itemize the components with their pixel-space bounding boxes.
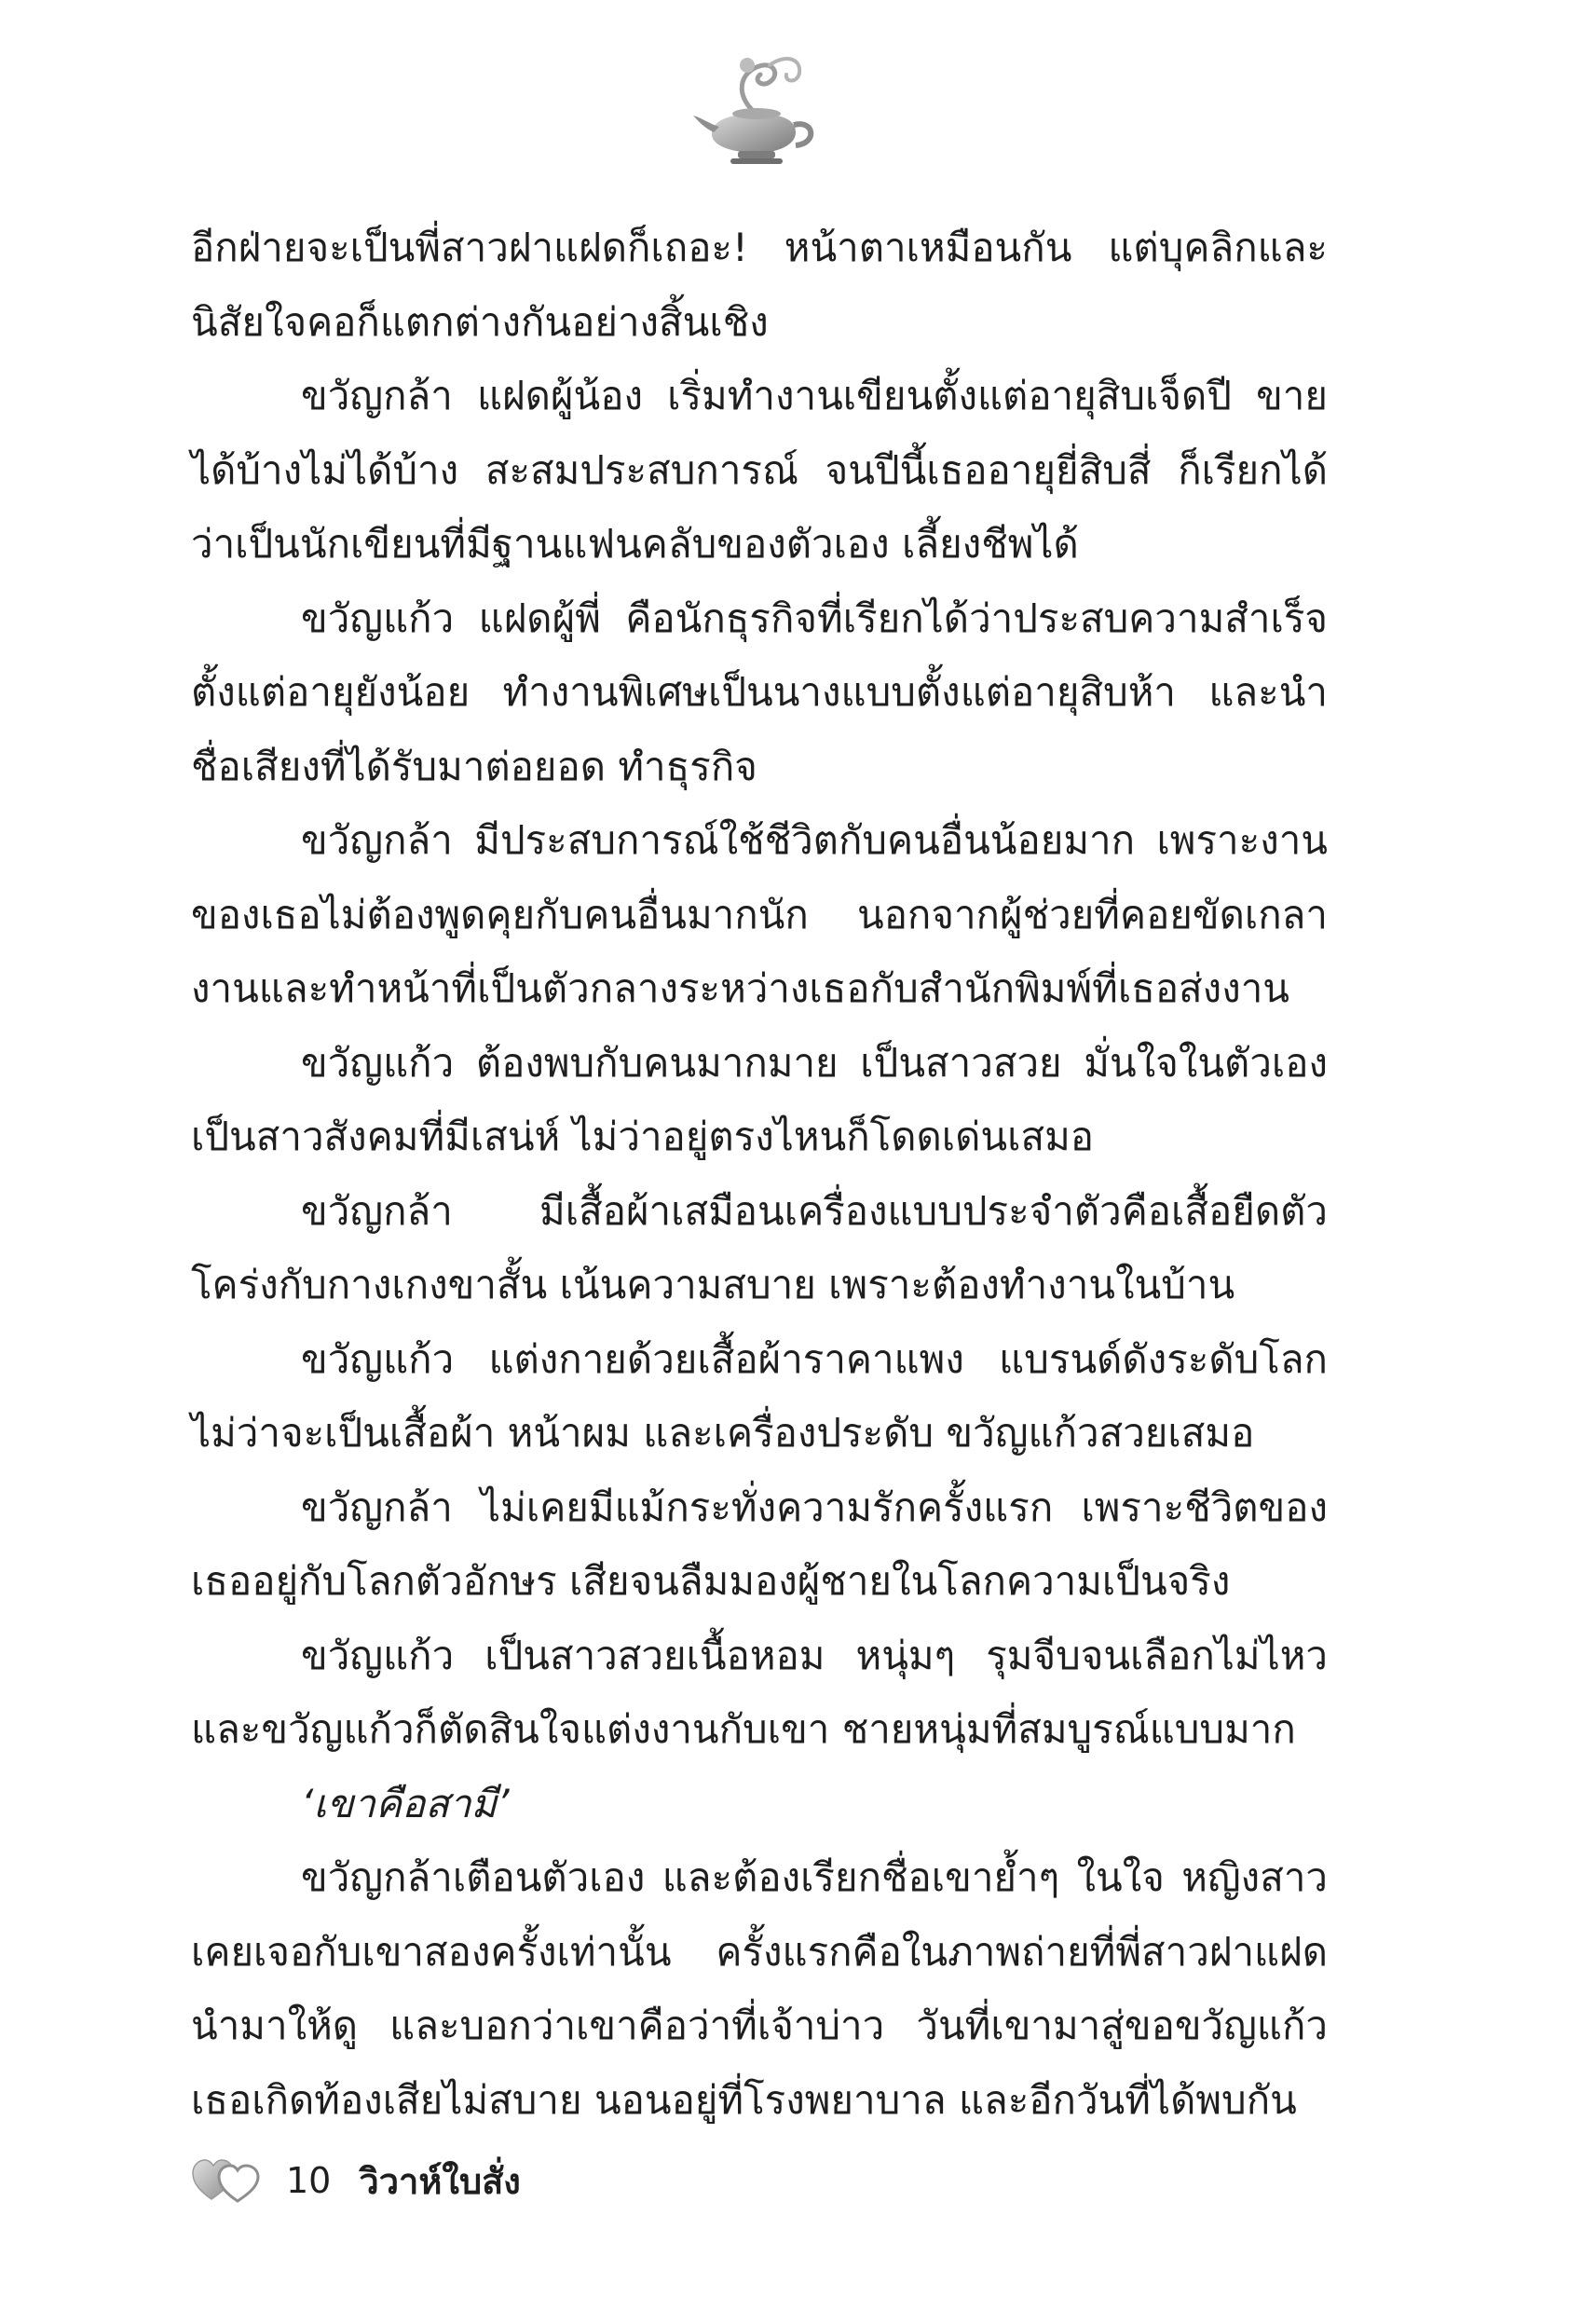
double-heart-icon: [191, 2156, 260, 2205]
paragraph: ขวัญกล้า แฝดผู้น้อง เริ่มทำงานเขียนตั้งแต่อายุสิบเจ็ดปี ขายได้บ้างไม่ได้บ้าง สะสมประสบการณ์ จนปีนี้เธออายุยี่สิบสี่ ก็เรียกได้ว่าเป็นนักเขียนที่มีฐานแฟนคลับของตัวเอง เลี้ยงชีพได้: [191, 373, 1328, 567]
book-title: วิวาห์ใบสั่ง: [359, 2160, 521, 2202]
paragraph: ขวัญกล้าเตือนตัวเอง และต้องเรียกชื่อเขาย้ำๆ ในใจ หญิงสาวเคยเจอกับเขาสองครั้งเท่านั้น ครั้งแรกคือในภาพถ่ายที่พี่สาวฝาแฝดนำมาให้ดู และบอกว่าเขาคือว่าที่เจ้าบ่าว วันที่เขามาสู่ขอขวัญแก้วเธอเกิดท้องเสียไม่สบาย นอนอยู่ที่โรงพยาบาล และอีกวันที่ได้พบกัน: [191, 1854, 1328, 2123]
paragraph: ขวัญกล้า มีประสบการณ์ใช้ชีวิตกับคนอื่นน้อยมาก เพราะงานของเธอไม่ต้องพูดคุยกับคนอื่นมากนัก นอกจากผู้ช่วยที่คอยขัดเกลางานและทำหน้าที่เป็นตัวกลางระหว่างเธอกับสำนักพิมพ์ที่เธอส่งงาน: [191, 817, 1328, 1011]
paragraph: ขวัญแก้ว แต่งกายด้วยเสื้อผ้าราคาแพง แบรนด์ดังระดับโลกไม่ว่าจะเป็นเสื้อผ้า หน้าผม และเครื่องประดับ ขวัญแก้วสวยเสมอ: [191, 1335, 1328, 1456]
paragraph: อีกฝ่ายจะเป็นพี่สาวฝาแฝดก็เถอะ! หน้าตาเหมือนกัน แต่บุคลิกและนิสัยใจคอก็แตกต่างกันอย่างสิ้นเชิง: [191, 225, 1328, 345]
paragraph: ขวัญกล้า มีเสื้อผ้าเสมือนเครื่องแบบประจำตัวคือเสื้อยืดตัวโคร่งกับกางเกงขาสั้น เน้นความสบาย เพราะต้องทำงานในบ้าน: [191, 1187, 1328, 1307]
page-footer: [191, 2153, 521, 2208]
genie-lamp-icon: [691, 48, 822, 170]
paragraph: ขวัญแก้ว ต้องพบกับคนมากมาย เป็นสาวสวย มั่นใจในตัวเองเป็นสาวสังคมที่มีเสน่ห์ ไม่ว่าอยู่ตรงไหนก็โดดเด่นเสมอ: [191, 1039, 1328, 1159]
text-body: [191, 211, 1328, 2137]
paragraph: ขวัญแก้ว แฝดผู้พี่ คือนักธุรกิจที่เรียกได้ว่าประสบความสำเร็จตั้งแต่อายุยังน้อย ทำงานพิเศษเป็นนางแบบตั้งแต่อายุสิบห้า และนำชื่อเสียงที่ได้รับมาต่อยอด ทำธุรกิจ: [191, 595, 1328, 789]
page-number: 10: [286, 2160, 332, 2201]
paragraph-quote: ‘เขาคือสามี’: [301, 1780, 510, 1826]
paragraph: ขวัญแก้ว เป็นสาวสวยเนื้อหอม หนุ่มๆ รุมจีบจนเลือกไม่ไหวและขวัญแก้วก็ตัดสินใจแต่งงานกับเขา ชายหนุ่มที่สมบูรณ์แบบมาก: [191, 1632, 1328, 1752]
paragraph: ขวัญกล้า ไม่เคยมีแม้กระทั่งความรักครั้งแรก เพราะชีวิตของเธออยู่กับโลกตัวอักษร เสียจนลืมมองผู้ชายในโลกความเป็นจริง: [191, 1484, 1328, 1604]
